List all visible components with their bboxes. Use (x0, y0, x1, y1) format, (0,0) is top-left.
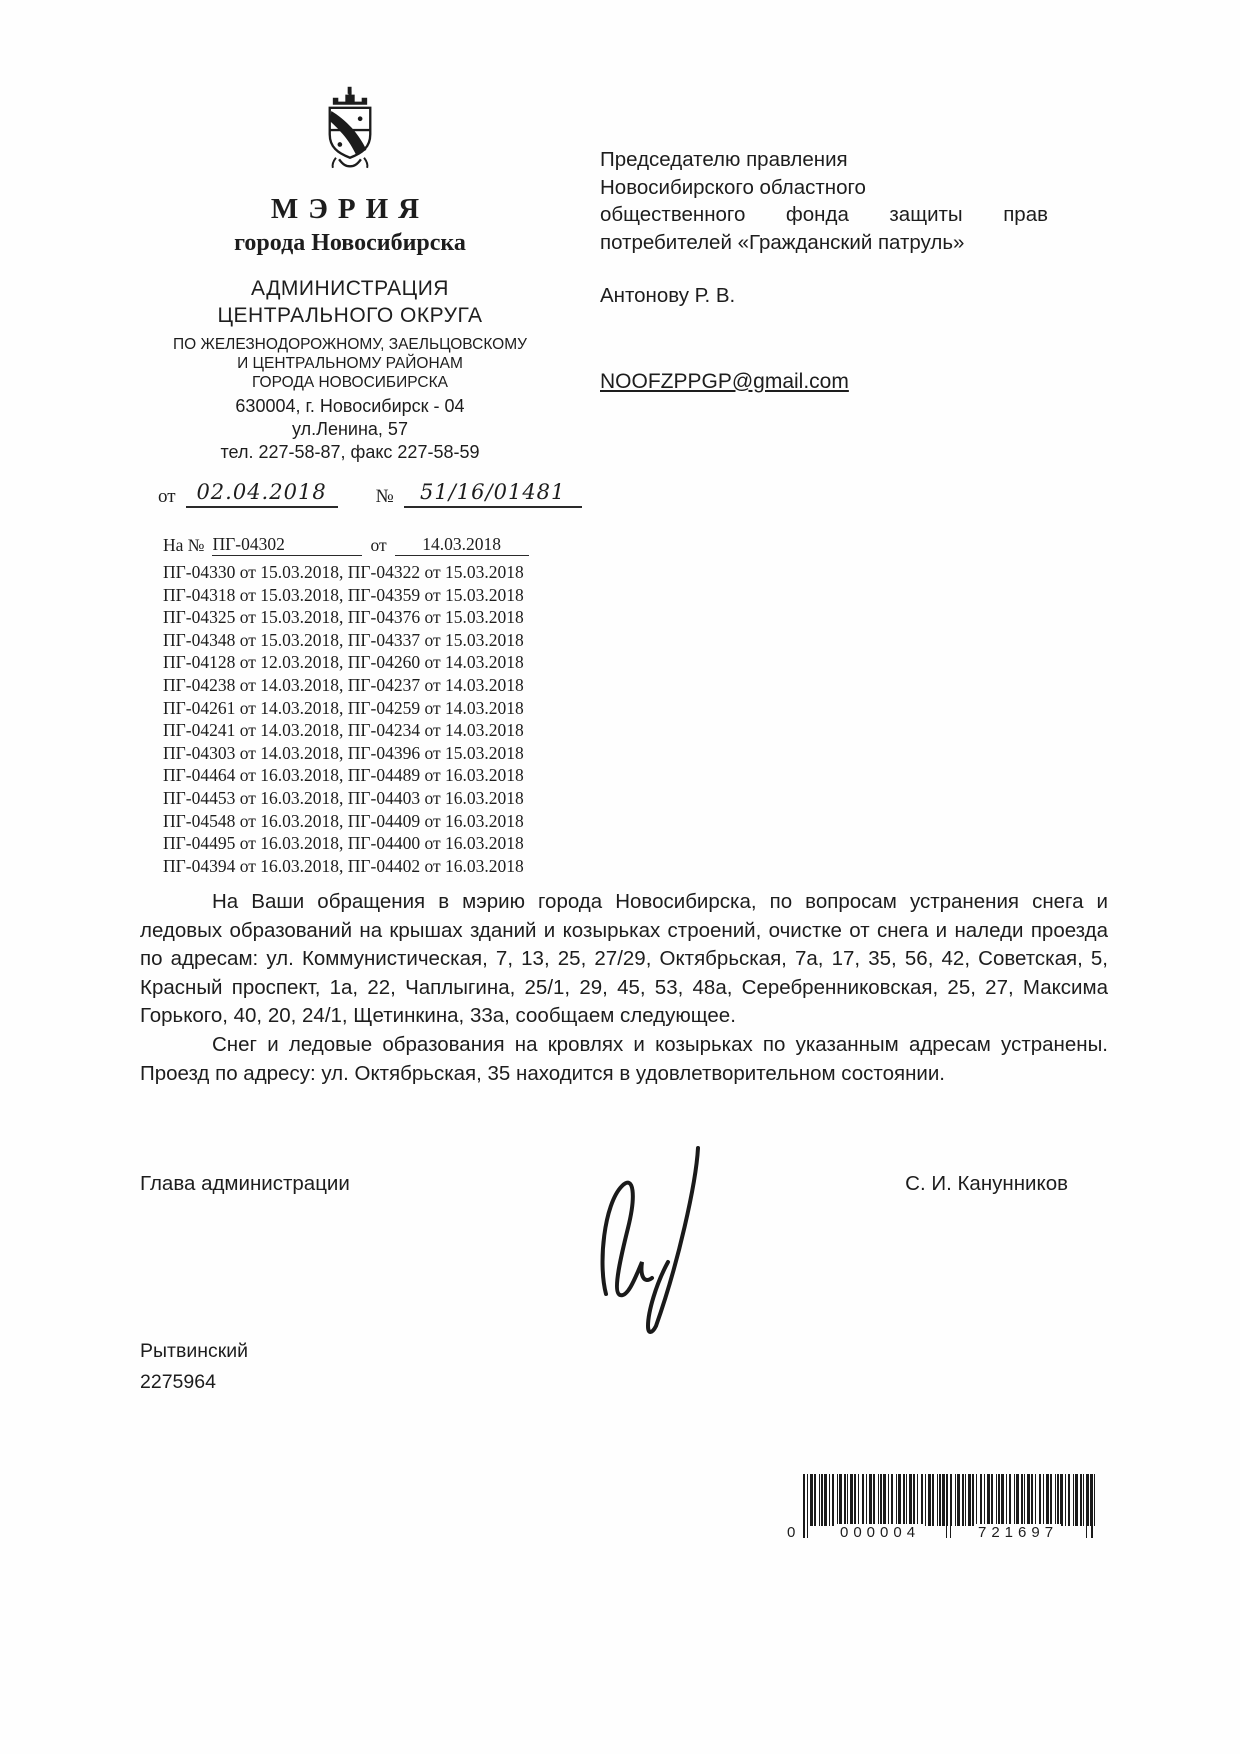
incoming-number: ПГ-04302 (212, 534, 362, 556)
incoming-ot-label: от (370, 535, 387, 555)
recipient-name: Антонову Р. В. (600, 284, 736, 307)
executor-phone: 2275964 (140, 1371, 216, 1393)
ref-line: ПГ-04330 от 15.03.2018, ПГ-04322 от 15.03.2018 (163, 562, 524, 582)
districts-line-2: И ЦЕНТРАЛЬНОМУ РАЙОНАМ (237, 355, 463, 372)
outgoing-ref-line (158, 480, 582, 508)
outgoing-date-field (186, 480, 338, 508)
ref-line: ПГ-04464 от 16.03.2018, ПГ-04489 от 16.03.2018 (163, 765, 524, 786)
recipient-line: Новосибирского областного (600, 175, 866, 199)
barcode-group-1: 000004 (837, 1524, 923, 1541)
executor-name: Рытвинский (140, 1340, 249, 1362)
body-paragraph-2: Снег и ледовые образования на кровлях и козырьках по указанным адресам устранены. Проезд по адресу: ул. Октябрьская, 35 находится в удовлетворительном состоянии. (140, 1032, 1108, 1085)
ref-line: ПГ-04318 от 15.03.2018, ПГ-04359 от 15.03.2018 (163, 584, 524, 605)
handwritten-date: 02.04.2018 (196, 480, 327, 504)
ref-line: ПГ-04348 от 15.03.2018, ПГ-04337 от 15.03.2018 (163, 629, 524, 650)
recipient-line: Председателю правления (600, 148, 848, 171)
recipient-email: NOOFZPPGP@gmail.com (600, 369, 849, 393)
outgoing-date-label: от (158, 486, 176, 507)
incoming-ref-header (163, 534, 529, 556)
letter-body (140, 888, 1108, 1088)
coat-of-arms-icon (302, 86, 398, 178)
postal-address: 630004, г. Новосибирск - 04 (235, 396, 465, 416)
street-address: ул.Ленина, 57 (292, 419, 408, 439)
barcode (787, 1474, 1095, 1548)
barcode-group-2: 721697 (975, 1524, 1061, 1541)
ref-line: ПГ-04325 от 15.03.2018, ПГ-04376 от 15.03.2018 (163, 607, 524, 628)
ref-line: ПГ-04303 от 14.03.2018, ПГ-04396 от 15.03.2018 (163, 742, 524, 763)
dept-line-1: АДМИНИСТРАЦИЯ (251, 277, 449, 300)
letterhead (140, 86, 560, 463)
handwritten-number: 51/16/01481 (420, 480, 566, 504)
districts-line-3: ГОРОДА НОВОСИБИРСКА (252, 374, 448, 391)
ref-line: ПГ-04241 от 14.03.2018, ПГ-04234 от 14.03.2018 (163, 720, 524, 741)
ref-line: ПГ-04128 от 12.03.2018, ПГ-04260 от 14.03.2018 (163, 652, 524, 673)
handwritten-signature (578, 1144, 748, 1339)
barcode-left-digit: 0 (787, 1524, 801, 1541)
incoming-na-label: На № (163, 535, 205, 555)
signer-name: С. И. Канунников (905, 1172, 1068, 1195)
ref-line: ПГ-04548 от 16.03.2018, ПГ-04409 от 16.03.2018 (163, 810, 524, 831)
phone-fax: тел. 227-58-87, факс 227-58-59 (220, 442, 480, 462)
dept-line-2: ЦЕНТРАЛЬНОГО ОКРУГА (217, 304, 483, 327)
ref-line: ПГ-04261 от 14.03.2018, ПГ-04259 от 14.03.2018 (163, 697, 524, 718)
org-name-city: города Новосибирска (234, 230, 466, 256)
incoming-date: 14.03.2018 (395, 534, 529, 556)
ref-line: ПГ-04238 от 14.03.2018, ПГ-04237 от 14.03.2018 (163, 674, 524, 695)
recipient-line: потребителей «Гражданский патруль» (600, 230, 965, 254)
incoming-refs (163, 534, 529, 877)
ref-line: ПГ-04394 от 16.03.2018, ПГ-04402 от 16.03.2018 (163, 855, 524, 876)
outgoing-number-label: № (375, 486, 394, 507)
body-paragraph-1: На Ваши обращения в мэрию города Новосибирска, по вопросам устранения снега и ледовых образований на крышах зданий и козырьках строений, очистке от снега и наледи проезда по адресам: ул. Коммунистическая, 7, 13, 25, 27/29, Октябрьская, 7а, 17, 35, 56, 42, Советская, 5, Красный проспект, 1а, 22, Чаплыгина, 25/1, 29, 45, 53, 48а, Серебренниковская, 25, 27, Максима Горького, 40, 20, 24/1, Щетинкина, 33а, сообщаем следующее. (140, 890, 1108, 1028)
executor-block (140, 1336, 248, 1398)
recipient-block (600, 146, 1048, 395)
signer-title: Глава администрации (140, 1172, 350, 1195)
outgoing-number-field (404, 480, 582, 508)
ref-line: ПГ-04495 от 16.03.2018, ПГ-04400 от 16.03.2018 (163, 833, 524, 854)
org-name-mayor: МЭРИЯ (270, 193, 430, 225)
ref-line: ПГ-04453 от 16.03.2018, ПГ-04403 от 16.03.2018 (163, 787, 524, 808)
recipient-line: общественного фонда защиты прав (600, 203, 1048, 226)
districts-line-1: ПО ЖЕЛЕЗНОДОРОЖНОМУ, ЗАЕЛЬЦОВСКОМУ (173, 336, 527, 353)
